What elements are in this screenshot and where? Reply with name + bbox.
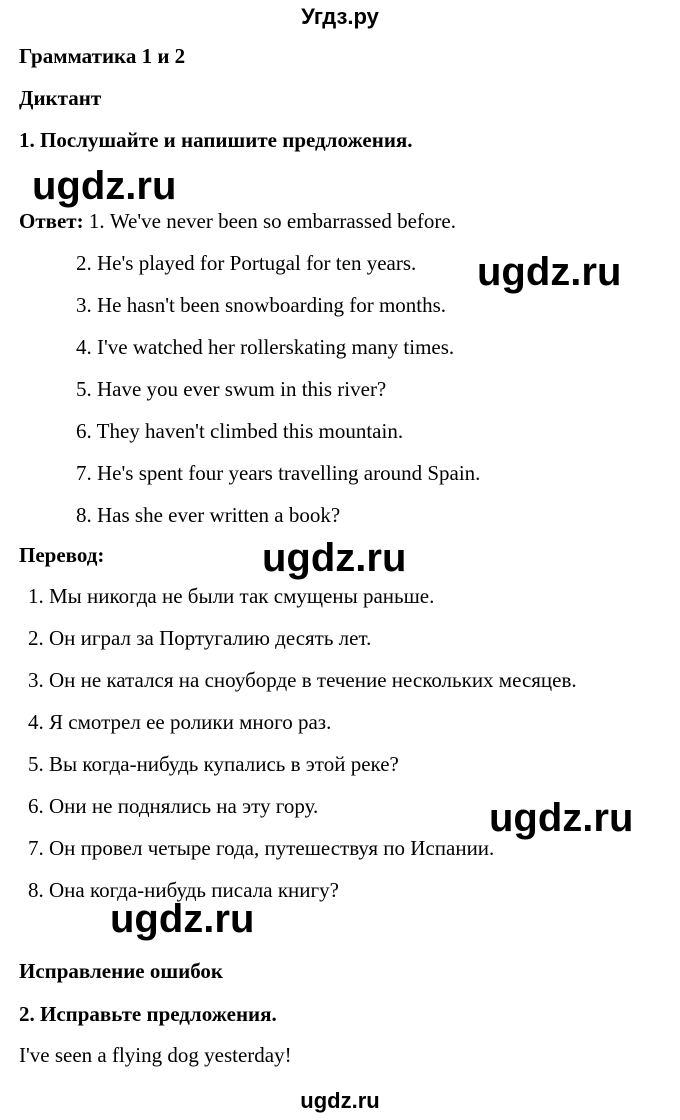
task-1-title: 1. Послушайте и напишите предложения. [19,128,413,152]
answer-label: Ответ: [19,209,84,233]
translation-label: Перевод: [19,543,105,567]
watermark: ugdz.ru [110,897,255,941]
answer-line-7: 7. He's spent four years travelling around Spain. [76,461,481,485]
answer-line-8: 8. Has she ever written a book? [76,503,341,527]
answer-line-2: 2. He's played for Portugal for ten years. [76,251,417,275]
section-title: Грамматика 1 и 2 [19,44,186,68]
answer-line-5: 5. Have you ever swum in this river? [76,377,387,401]
error-section-title: Исправление ошибок [19,959,224,983]
answer-line-4: 4. I've watched her rollerskating many times. [76,335,455,359]
translation-line-8: 8. Она когда-нибудь писала книгу? [28,878,339,902]
answer-text: 1. We've never been so embarrassed before. [88,209,456,233]
subsection-title: Диктант [19,86,102,110]
translation-line-6: 6. Они не поднялись на эту гору. [28,794,319,818]
watermark: ugdz.ru [489,796,634,840]
answer-line-3: 3. He hasn't been snowboarding for months. [76,293,447,317]
translation-line-3: 3. Он не катался на сноуборде в течение нескольких месяцев. [28,668,577,692]
watermark: ugdz.ru [32,164,177,208]
translation-line-4: 4. Я смотрел ее ролики много раз. [28,710,332,734]
answer-line-6: 6. They haven't climbed this mountain. [76,419,404,443]
watermark: ugdz.ru [262,536,407,580]
watermark: ugdz.ru [477,250,622,294]
task-2-title: 2. Исправьте предложения. [19,1002,277,1026]
task-2-sentence: I've seen a flying dog yesterday! [19,1043,292,1067]
translation-line-7: 7. Он провел четыре года, путешествуя по Испании. [28,836,495,860]
translation-line-5: 5. Вы когда-нибудь купались в этой реке? [28,752,399,776]
translation-line-1: 1. Мы никогда не были так смущены раньше. [28,584,435,608]
site-header: Угдз.ру [301,4,379,29]
translation-line-2: 2. Он играл за Португалию десять лет. [28,626,372,650]
site-footer: ugdz.ru [300,1088,380,1113]
answer-line-1 [19,209,456,234]
